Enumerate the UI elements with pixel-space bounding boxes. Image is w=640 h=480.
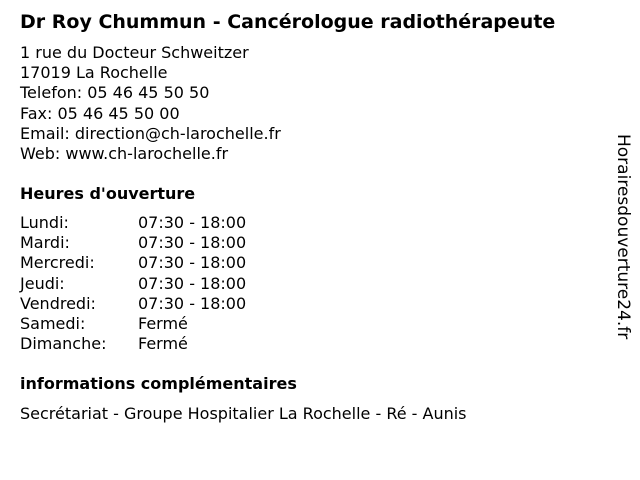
day-label: Lundi: — [20, 213, 69, 232]
phone-line: Telefon: 05 46 45 50 50 — [20, 83, 210, 103]
day-label: Vendredi: — [20, 293, 96, 313]
address-block — [20, 43, 281, 164]
hours-value: 07:30 - 18:00 — [138, 213, 247, 232]
email-line: Email: direction@ch-larochelle.fr — [20, 123, 281, 143]
web-line: Web: www.ch-larochelle.fr — [20, 144, 229, 164]
hours-value: Fermé — [138, 334, 188, 354]
hours-value: 07:30 - 18:00 — [138, 233, 247, 253]
street-address: 1 rue du Docteur Schweitzer — [20, 43, 249, 62]
site-watermark — [610, 134, 636, 374]
city-address: 17019 La Rochelle — [20, 63, 168, 83]
hours-value: 07:30 - 18:00 — [138, 253, 247, 273]
hours-value: Fermé — [138, 313, 188, 333]
day-label: Samedi: — [20, 313, 86, 333]
day-label: Dimanche: — [20, 334, 107, 354]
day-label: Mercredi: — [20, 253, 95, 273]
additional-info-heading: informations complémentaires — [20, 374, 297, 393]
day-label: Jeudi: — [20, 273, 65, 293]
fax-line: Fax: 05 46 45 50 00 — [20, 103, 180, 123]
hours-value: 07:30 - 18:00 — [138, 273, 247, 293]
day-label: Mardi: — [20, 233, 70, 253]
additional-info-text: Secrétariat - Groupe Hospitalier La Rochelle - Ré - Aunis — [20, 404, 467, 423]
hours-value: 07:30 - 18:00 — [138, 293, 247, 313]
page-title: Dr Roy Chummun - Cancérologue radiothérapeute — [20, 11, 556, 33]
opening-hours-heading: Heures d'ouverture — [20, 184, 196, 203]
site-watermark-text: Horairesdouverture24.fr — [613, 134, 633, 340]
